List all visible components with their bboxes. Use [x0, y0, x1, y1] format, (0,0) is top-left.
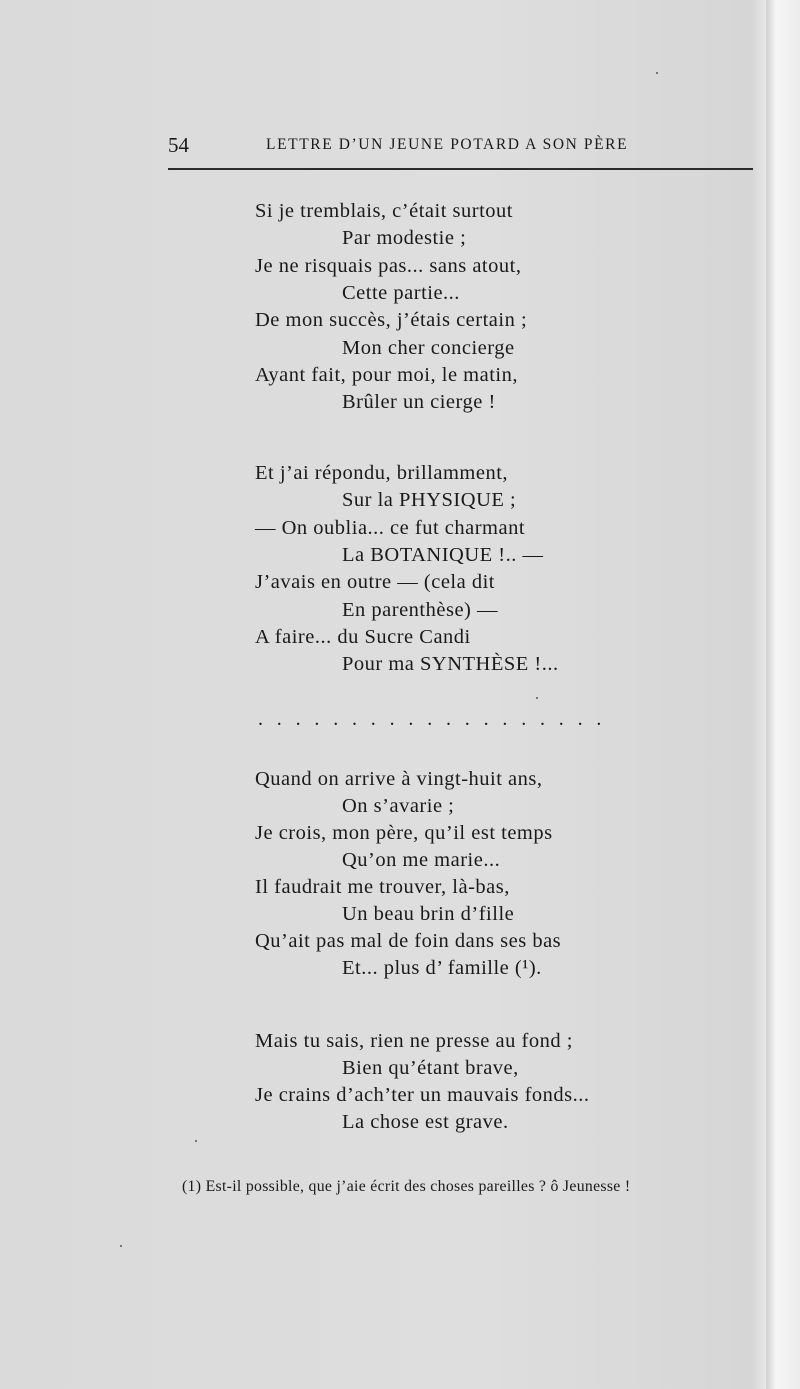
verse-line: Je crois, mon père, qu’il est temps [255, 822, 553, 844]
verse-line: Ayant fait, pour moi, le matin, [255, 364, 518, 386]
verse-line: Si je tremblais, c’était surtout [255, 200, 513, 222]
ellipsis-separator: ................... [258, 708, 616, 730]
verse-line: Bien qu’étant brave, [342, 1057, 519, 1079]
verse-line: — On oublia... ce fut charmant [255, 517, 526, 539]
verse-line: Un beau brin d’fille [342, 903, 515, 925]
paper-speck [195, 1140, 197, 1142]
verse-line: Et j’ai répondu, brillamment, [255, 462, 509, 484]
verse-line: Je ne risquais pas... sans atout, [255, 255, 522, 277]
page-number: 54 [168, 133, 189, 157]
verse-line: Pour ma SYNTHÈSE !... [342, 653, 559, 675]
verse-line: De mon succès, j’étais certain ; [255, 309, 528, 331]
verse-line: La chose est grave. [342, 1111, 509, 1133]
verse-line: Qu’ait pas mal de foin dans ses bas [255, 930, 562, 952]
verse-line: Sur la PHYSIQUE ; [342, 489, 517, 511]
verse-line: La BOTANIQUE !.. — [342, 544, 544, 566]
verse-line: Brûler un cierge ! [342, 391, 496, 413]
header-rule [168, 168, 753, 170]
verse-line: A faire... du Sucre Candi [255, 626, 471, 648]
verse-line: Mais tu sais, rien ne presse au fond ; [255, 1030, 573, 1052]
verse-line: J’avais en outre — (cela dit [255, 571, 495, 593]
verse-line: Mon cher concierge [342, 337, 515, 359]
verse-line: Cette partie... [342, 282, 460, 304]
running-title: LETTRE D’UN JEUNE POTARD A SON PÈRE [266, 136, 629, 153]
verse-line: Quand on arrive à vingt-huit ans, [255, 768, 543, 790]
verse-line: Et... plus d’ famille (¹). [342, 957, 542, 979]
verse-line: Par modestie ; [342, 227, 467, 249]
verse-line: En parenthèse) — [342, 599, 498, 621]
paper-speck [536, 697, 538, 699]
verse-line: Qu’on me marie... [342, 849, 501, 871]
footnote: (1) Est-il possible, que j’aie écrit des choses pareilles ? ô Jeunesse ! [182, 1178, 631, 1195]
verse-line: On s’avarie ; [342, 795, 455, 817]
verse-line: Il faudrait me trouver, là-bas, [255, 876, 510, 898]
page-edge [766, 0, 800, 1389]
paper-speck [120, 1245, 122, 1247]
paper-speck [656, 72, 658, 74]
verse-line: Je crains d’ach’ter un mauvais fonds... [255, 1084, 590, 1106]
page-header [168, 130, 753, 170]
